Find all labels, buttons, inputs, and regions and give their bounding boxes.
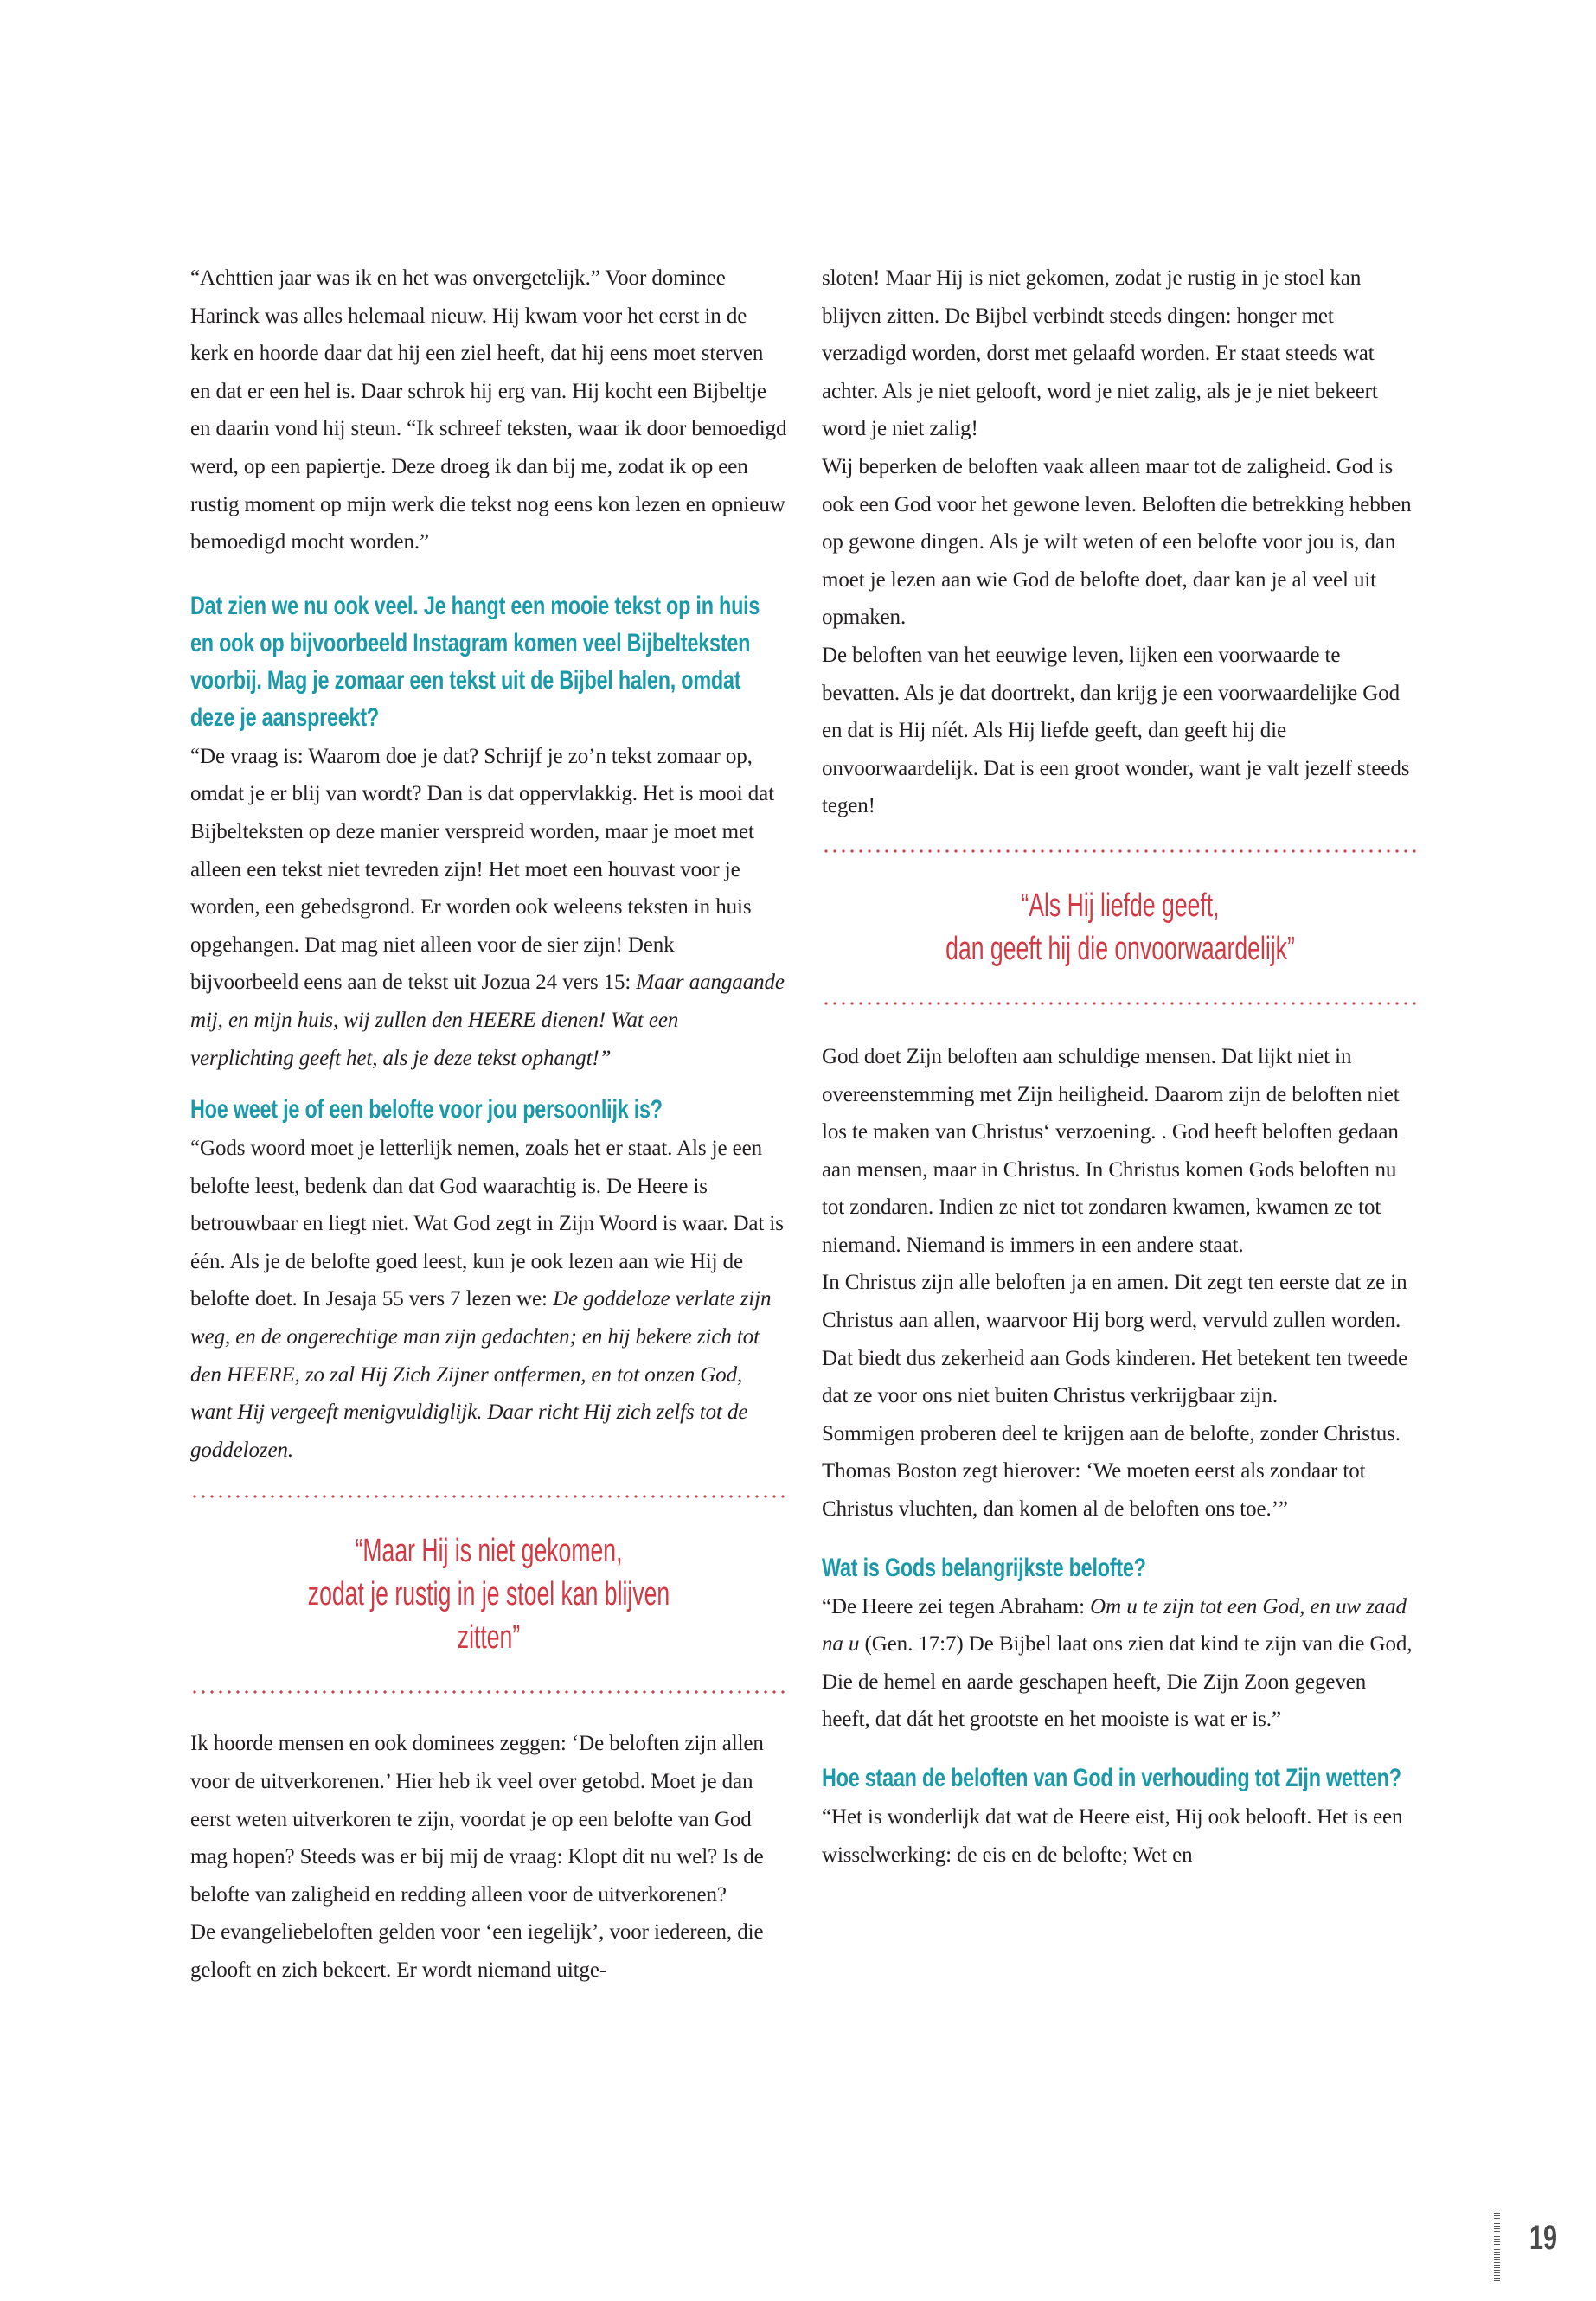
paragraph: Ik hoorde mensen en ook dominees zeggen: ‘De beloften zijn allen voor de uitverkorenen.’ Hier heb ik veel over getobd. Moet je dan eerst weten uitverkoren te zijn, voordat je op een belofte van God mag hopen? Steeds was er bij mij de vraag: Klopt dit nu wel? Is de belofte van zaligheid en redding alleen voor de uitverkorenen?: [190, 1732, 764, 1907]
paragraph: [190, 1130, 787, 1469]
section-heading: Dat zien we nu ook veel. Je hangt een mooie tekst op in huis en ook op bijvoorbeeld Instagram komen veel Bijbelteksten voorbij. Mag je zomaar een tekst uit de Bijbel halen, omdat deze je aanspreekt?: [190, 591, 760, 732]
paragraph: [822, 1588, 1419, 1739]
scripture-quote: Om u te zijn tot een God, en uw zaad na u: [822, 1594, 1407, 1657]
page-number: 19: [1529, 2219, 1558, 2257]
paragraph: Wij beperken de beloften vaak alleen maar tot de zaligheid. God is ook een God voor het gewone leven. Beloften die betrekking hebben op gewone dingen. Als je wilt weten of een belofte voor jou is, dan moet je lezen aan wie God de belofte doet, daar kan je al veel uit opmaken.: [822, 454, 1412, 630]
paragraph: In Christus zijn alle beloften ja en amen. Dit zegt ten eerste dat ze in Christus aan allen, waarvoor Hij borg werd, vervuld zullen worden. Dat biedt dus zekerheid aan Gods kinderen. Het betekent ten tweede dat ze voor ons niet buiten Christus verkrijgbaar zijn.: [822, 1271, 1408, 1408]
pullquote-line: zodat je rustig in je stoel kan blijven zitten”: [307, 1576, 670, 1657]
paragraph: De evangeliebeloften gelden voor ‘een iegelijk’, voor iedereen, die gelooft en zich bekeert. Er wordt niemand uitge-: [190, 1920, 764, 1982]
paragraph-text: “De Heere zei tegen Abraham:: [822, 1594, 1091, 1618]
paragraph-text: “Gods woord moet je letterlijk nemen, zoals het er staat. Als je een belofte leest, bedenk dan dat God waarachtig is. De Heere is betrouwbaar en liegt niet. Wat God zegt in Zijn Woord is waar. Dat is één. Als je de belofte goed leest, kun je ook lezen aan wie Hij de belofte doet. In Jesaja 55 vers 7 lezen we:: [190, 1137, 784, 1311]
section-heading: Hoe weet je of een belofte voor jou persoonlijk is?: [190, 1095, 663, 1125]
right-column: [822, 260, 1419, 1874]
left-column: [190, 260, 787, 1990]
pullquote-line: dan geeft hij die onvoorwaardelijk”: [945, 930, 1295, 967]
section-heading: Hoe staan de beloften van God in verhouding tot Zijn wetten?: [822, 1764, 1401, 1792]
paragraph: “Achttien jaar was ik en het was onvergetelijk.” Voor dominee Harinck was alles helemaal nieuw. Hij kwam voor het eerst in de kerk en hoorde daar dat hij een ziel heeft, dat hij eens moet sterven en dat er een hel is. Daar schrok hij erg van. Hij kocht een Bijbeltje en daarin vond hij steun. “Ik schreef teksten, waar ik door bemoedigd werd, op een papiertje. Deze droeg ik dan bij me, zodat ik op een rustig moment op mijn werk die tekst nog eens kon lezen en opnieuw bemoedigd mocht worden.”: [190, 266, 787, 554]
scripture-quote: De goddeloze verlate zijn weg, en de ongerechtige man zijn gedachten; en hij bekere zich tot den HEERE, zo zal Hij Zich Zijner ontfermen, en tot onzen God, want Hij vergeeft menigvuldiglijk. Daar richt Hij zich zelfs tot de goddelozen.: [190, 1287, 772, 1462]
pullquote-line: “Maar Hij is niet gekomen,: [355, 1533, 623, 1570]
dotted-divider: [190, 1690, 787, 1694]
paragraph-text: “De vraag is: Waarom doe je dat? Schrijf je zo’n tekst zomaar op, omdat je er blij van wordt? Dan is dat oppervlakkig. Het is mooi dat Bijbelteksten op deze manier verspreid worden, maar je moet met alleen een tekst niet tevreden zijn! Het moet een houvast voor je worden, een gebedsgrond. Er worden ook weleens teksten in huis opgehangen. Dat mag niet alleen voor de sier zijn! Denk bijvoorbeeld eens aan de tekst uit Jozua 24 vers 15:: [190, 744, 774, 995]
pullquote-line: “Als Hij liefde geeft,: [1021, 887, 1220, 924]
scripture-quote: Maar aangaande mij, en mijn huis, wij zullen den HEERE dienen! Wat een verplichting geeft het, als je deze tekst ophangt!”: [190, 971, 785, 1070]
pullquote: [822, 849, 1419, 1005]
paragraph: De beloften van het eeuwige leven, lijken een voorwaarde te bevatten. Als je dat doortrekt, dan krijg je een voorwaardelijke God en dat is Hij níét. Als Hij liefde geeft, dan geeft hij die onvoorwaardelijk. Dat is een groot wonder, want je valt jezelf steeds tegen!: [822, 643, 1410, 818]
pullquote: [190, 1495, 787, 1694]
page-number-bar: [1494, 2213, 1500, 2282]
paragraph: [190, 738, 787, 1077]
section-heading: Wat is Gods belangrijkste belofte?: [822, 1553, 1146, 1582]
paragraph: “Het is wonderlijk dat wat de Heere eist, Hij ook belooft. Het is een wisselwerking: de eis en de belofte; Wet en: [822, 1805, 1403, 1867]
dotted-divider: [822, 1002, 1419, 1005]
paragraph: God doet Zijn beloften aan schuldige mensen. Dat lijkt niet in overeenstemming met Zijn heiligheid. Daarom zijn de beloften niet los te maken van Christus‘ verzoening. . God heeft beloften gedaan aan mensen, maar in Christus. In Christus komen Gods beloften nu tot zondaren. Indien ze niet tot zondaren kwamen, kwamen ze tot niemand. Niemand is immers in een andere staat.: [822, 1044, 1400, 1257]
paragraph-text: (Gen. 17:7) De Bijbel laat ons zien dat kind te zijn van die God, Die de hemel en aarde geschapen heeft, Die Zijn Zoon gegeven heeft, dat dát het grootste en het mooiste is wat er is.”: [822, 1632, 1413, 1732]
paragraph: Sommigen proberen deel te krijgen aan de belofte, zonder Christus. Thomas Boston zegt hierover: ‘We moeten eerst als zondaar tot Christus vluchten, dan komen al de beloften ons toe.’”: [822, 1421, 1401, 1522]
paragraph: sloten! Maar Hij is niet gekomen, zodat je rustig in je stoel kan blijven zitten. De Bijbel verbindt steeds dingen: honger met verzadigd worden, dorst met gelaafd worden. Er staat steeds wat achter. Als je niet gelooft, word je niet zalig, als je je niet bekeert word je niet zalig!: [822, 266, 1378, 441]
